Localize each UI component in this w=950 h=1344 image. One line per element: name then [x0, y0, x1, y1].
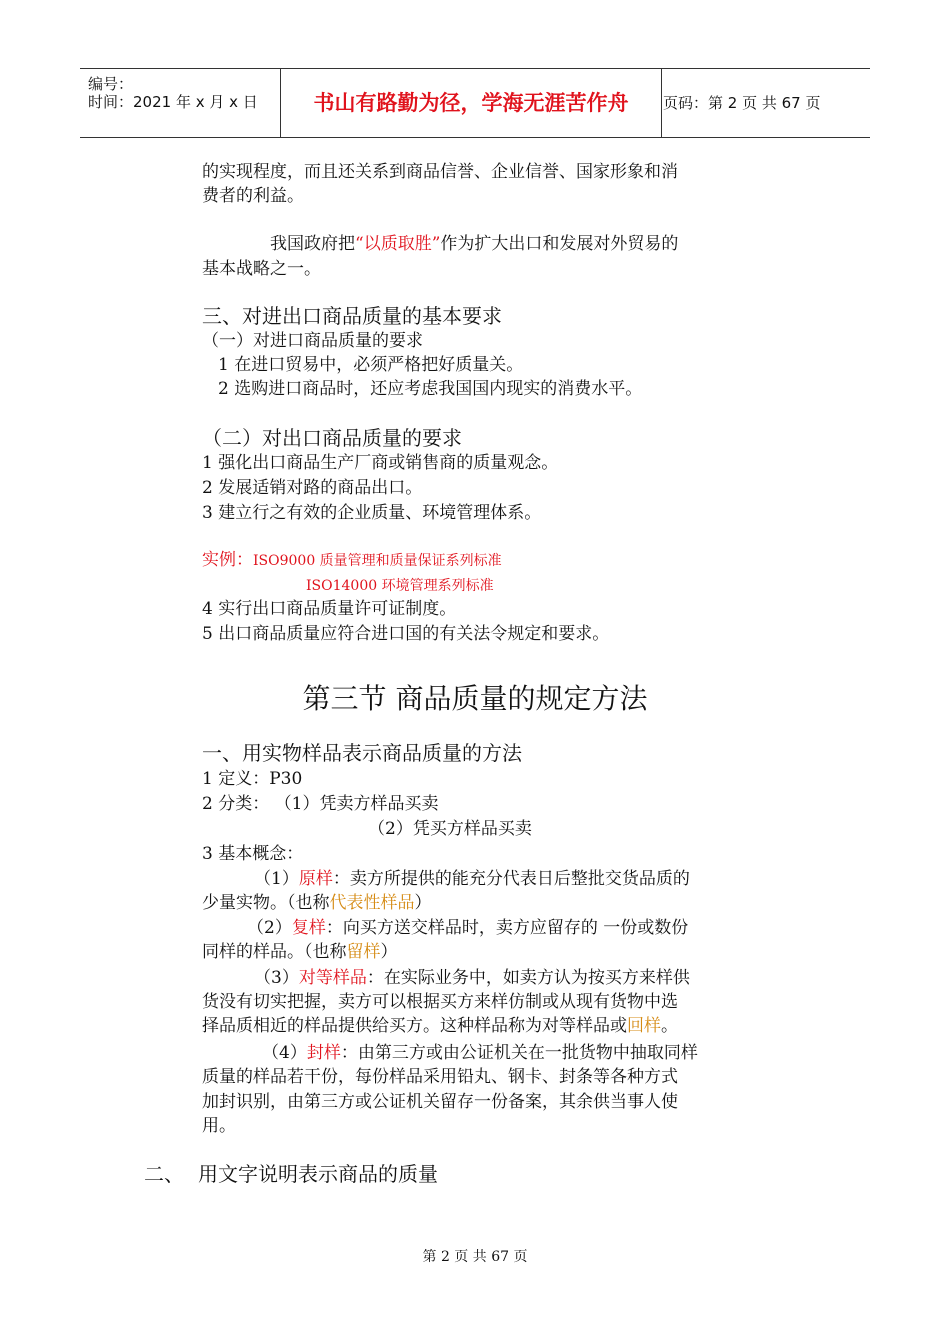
- sub2-item: 1 强化出口商品生产厂商或销售商的质量观念。: [202, 453, 559, 473]
- para1-line2: 费者的利益。: [202, 186, 304, 206]
- sub2-item: 5 出口商品质量应符合进口国的有关法令规定和要求。: [202, 624, 610, 644]
- section3-title: 三、对进出口商品质量的基本要求: [202, 304, 502, 328]
- doc-number: 编号：: [88, 75, 134, 93]
- page-header: [80, 68, 870, 138]
- concept-3-line2: 货没有切实把握，卖方可以根据买方来样仿制或从现有货物中选: [202, 992, 678, 1012]
- part2-number: 二、: [144, 1162, 184, 1186]
- concept-4-line1: （4）封样：由第三方或由公证机关在一批货物中抽取同样: [262, 1043, 698, 1063]
- page-footer: 第 2 页 共 67 页: [422, 1249, 528, 1265]
- para2-line1: 我国政府把“以质取胜”作为扩大出口和发展对外贸易的: [270, 234, 679, 254]
- header-motto: 书山有路勤为径，学海无涯苦作舟: [281, 69, 662, 137]
- sub2-item: 3 建立行之有效的企业质量、环境管理体系。: [202, 503, 542, 523]
- concept-3-line1: （3）对等样品：在实际业务中，如卖方认为按买方来样供: [254, 968, 690, 988]
- slogan-highlight: “以质取胜”: [355, 234, 441, 254]
- example-line1: 实例：ISO9000 质量管理和质量保证系列标准: [202, 550, 502, 570]
- sub2-title: （二）对出口商品质量的要求: [202, 426, 462, 450]
- definition: 1 定义：P30: [202, 769, 303, 789]
- concept-3-line3: 择品质相近的样品提供给买方。这种样品称为对等样品或回样。: [202, 1016, 678, 1036]
- concept-4-line3: 加封识别，由第三方或公证机关留存一份备案，其余供当事人使: [202, 1092, 678, 1112]
- part1-title: 一、用实物样品表示商品质量的方法: [202, 741, 522, 765]
- concept-1-line1: （1）原样：卖方所提供的能充分代表日后整批交货品质的: [254, 869, 690, 889]
- doc-date: 时间：2021 年 x 月 x 日: [88, 93, 258, 111]
- sub2-item: 4 实行出口商品质量许可证制度。: [202, 599, 457, 619]
- concept-2-line2: 同样的样品。（也称留样）: [202, 942, 398, 962]
- sub2-item: 2 发展适销对路的商品出口。: [202, 478, 423, 498]
- sub1-item: 1 在进口贸易中，必须严格把好质量关。: [218, 355, 524, 375]
- chapter-title: 第三节 商品质量的规定方法: [302, 682, 648, 715]
- category-line2: （2）凭买方样品买卖: [368, 819, 532, 839]
- header-page-info: 页码：第 2 页 共 67 页: [663, 94, 821, 112]
- para2-line2: 基本战略之一。: [202, 259, 321, 279]
- header-meta-cell: [80, 69, 281, 137]
- concept-4-line2: 质量的样品若干份，每份样品采用铅丸、钢卡、封条等各种方式: [202, 1067, 678, 1087]
- basic-concepts: 3 基本概念：: [202, 844, 304, 864]
- part2-title: 用文字说明表示商品的质量: [198, 1162, 438, 1186]
- sub1-title: （一）对进口商品质量的要求: [202, 331, 423, 351]
- sub1-item: 2 选购进口商品时，还应考虑我国国内现实的消费水平。: [218, 379, 643, 399]
- category-line1: 2 分类： （1）凭卖方样品买卖: [202, 794, 439, 814]
- concept-4-line4: 用。: [202, 1116, 236, 1136]
- concept-1-line2: 少量实物。（也称代表性样品）: [202, 893, 432, 913]
- example-line2: ISO14000 环境管理系列标准: [306, 578, 494, 594]
- concept-2-line1: （2）复样：向买方送交样品时，卖方应留存的 一份或数份: [247, 918, 689, 938]
- para1-line1: 的实现程度，而且还关系到商品信誉、企业信誉、国家形象和消: [202, 162, 678, 182]
